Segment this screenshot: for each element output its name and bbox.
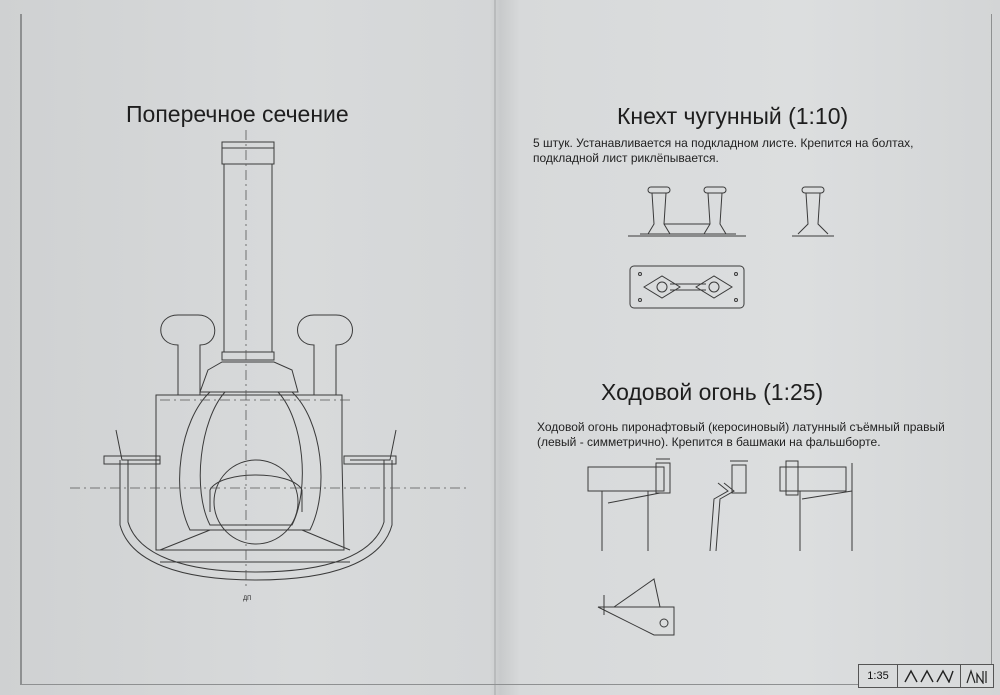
cross-section-drawing — [60, 130, 480, 610]
kneht-drawing — [626, 184, 856, 314]
page-fold — [494, 0, 496, 695]
lam-logo-icon — [898, 665, 961, 687]
cross-section-title: Поперечное сечение — [126, 101, 349, 127]
centerline-label: ДП — [243, 596, 252, 602]
navigation-light-drawing — [584, 455, 874, 645]
title-block-stamp — [858, 664, 994, 688]
light-description: Ходовой огонь пиронафтовый (керосиновый) латунный съёмный правый (левый - симметрично). Крепится в башмаки на фальшборте. — [537, 420, 945, 449]
left-frame-border — [20, 14, 22, 684]
anri-logo-icon — [961, 665, 993, 687]
kneht-title: Кнехт чугунный (1:10) — [617, 103, 849, 129]
bottom-frame-border — [20, 684, 992, 685]
right-frame-border — [991, 14, 992, 684]
scale-label: 1:35 — [859, 665, 898, 687]
light-title: Ходовой огонь (1:25) — [601, 379, 824, 405]
kneht-description: 5 штук. Устанавливается на подкладном листе. Крепится на болтах, подкладной лист риклёпывается. — [533, 136, 914, 165]
